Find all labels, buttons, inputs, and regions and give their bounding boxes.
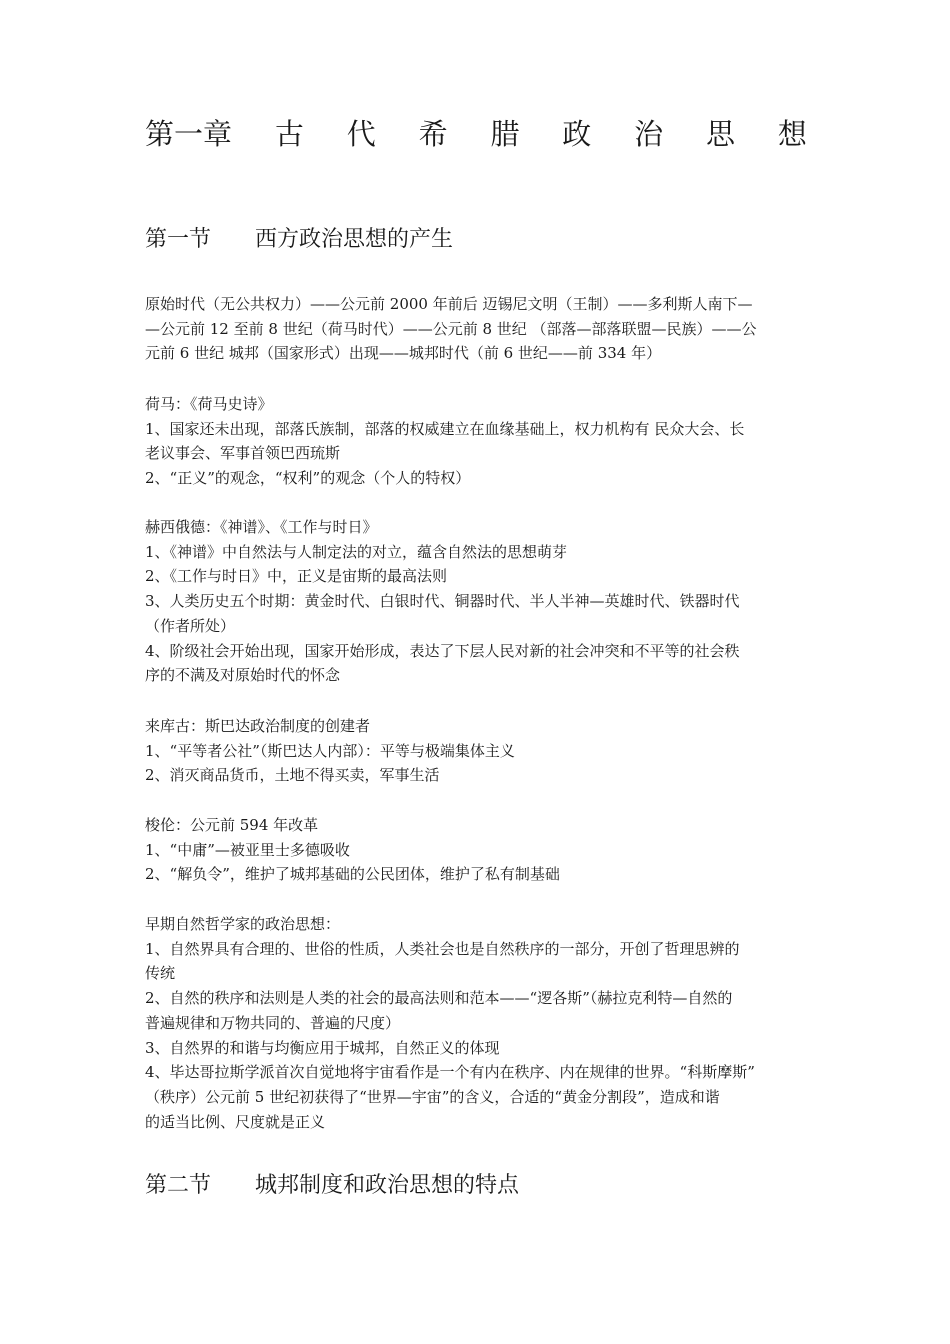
block-heading: 梭伦：公元前 594 年改革 — [145, 816, 319, 834]
text-line: 1、《神谱》中自然法与人制定法的对立，蕴含自然法的思想萌芽 — [145, 542, 568, 561]
text-line: 普遍规律和万物共同的、普遍的尺度） — [145, 1013, 401, 1032]
block-heading: 来库古：斯巴达政治制度的创建者 — [145, 717, 371, 735]
solon-block — [145, 813, 807, 887]
text-line: （作者所处） — [145, 616, 236, 635]
section-2-title: 第二节 城邦制度和政治思想的特点 — [145, 1173, 520, 1198]
text-line: 老议事会、军事首领巴西琉斯 — [145, 444, 341, 463]
chapter-title-char: 古 — [274, 116, 304, 151]
text-line: 2、“解负令”，维护了城邦基础的公民团体，维护了私有制基础 — [145, 865, 560, 884]
text-line: 4、毕达哥拉斯学派首次自觉地将宇宙看作是一个有内在秩序、内在规律的世界。“科斯摩斯” — [145, 1063, 755, 1082]
chapter-title-char: 代 — [346, 116, 376, 151]
block-heading: 荷马：《荷马史诗》 — [145, 395, 273, 413]
text-line: 2、消灭商品货币，土地不得买卖，军事生活 — [145, 766, 440, 785]
text-line: 2、“正义”的观念，“权利”的观念（个人的特权） — [145, 469, 471, 488]
text-line: 1、“平等者公社”（斯巴达人内部）：平等与极端集体主义 — [145, 741, 515, 760]
section-1-title: 第一节 西方政治思想的产生 — [145, 227, 454, 252]
text-line: 元前 6 世纪 城邦（国家形式）出现——城邦时代（前 6 世纪——前 334 年） — [145, 344, 662, 363]
homer-block — [145, 392, 807, 491]
text-line: （秩序）公元前 5 世纪初获得了“世界—宇宙”的含义，合适的“黄金分割段”，造成和谐 — [145, 1087, 720, 1106]
chapter-title-char: 腊 — [490, 116, 520, 151]
text-line: 2、《工作与时日》中，正义是宙斯的最高法则 — [145, 567, 448, 586]
chapter-title-char: 治 — [634, 116, 664, 151]
intro-paragraph — [145, 292, 807, 366]
text-line: 1、自然界具有合理的、世俗的性质，人类社会也是自然秩序的一部分，开创了哲理思辨的 — [145, 939, 740, 958]
text-line: 1、“中庸”—被亚里士多德吸收 — [145, 840, 350, 859]
hesiod-block — [145, 515, 807, 688]
chapter-title-char: 希 — [418, 116, 448, 151]
block-heading: 早期自然哲学家的政治思想： — [145, 915, 341, 933]
chapter-title-char: 政 — [562, 116, 592, 151]
text-line: 传统 — [145, 964, 176, 983]
chapter-title-char: 思 — [706, 116, 736, 151]
text-line: 的适当比例、尺度就是正义 — [145, 1112, 326, 1131]
text-line: 4、阶级社会开始出现，国家开始形成，表达了下层人民对新的社会冲突和不平等的社会秩 — [145, 641, 740, 660]
chapter-title — [145, 112, 807, 152]
text-line: —公元前 12 至前 8 世纪（荷马时代）——公元前 8 世纪 （部落—部落联盟—民族）——公 — [145, 319, 757, 338]
chapter-number: 第一章 — [145, 116, 233, 151]
text-line: 1、国家还未出现，部落氏族制，部落的权威建立在血缘基础上，权力机构有 民众大会、长 — [145, 419, 745, 438]
block-heading: 赫西俄德：《神谱》、《工作与时日》 — [145, 518, 378, 536]
text-line: 序的不满及对原始时代的怀念 — [145, 666, 341, 685]
text-line: 2、自然的秩序和法则是人类的社会的最高法则和范本——“逻各斯”（赫拉克利特—自然的 — [145, 989, 733, 1008]
philosophers-block — [145, 912, 807, 1134]
text-line: 原始时代（无公共权力）——公元前 2000 年前后 迈锡尼文明（王制）——多利斯人南下— — [145, 295, 753, 313]
lycurgus-block — [145, 714, 807, 788]
text-line: 3、人类历史五个时期：黄金时代、白银时代、铜器时代、半人半神—英雄时代、铁器时代 — [145, 592, 740, 611]
chapter-title-char: 想 — [777, 116, 807, 151]
text-line: 3、自然界的和谐与均衡应用于城邦，自然正义的体现 — [145, 1038, 500, 1057]
